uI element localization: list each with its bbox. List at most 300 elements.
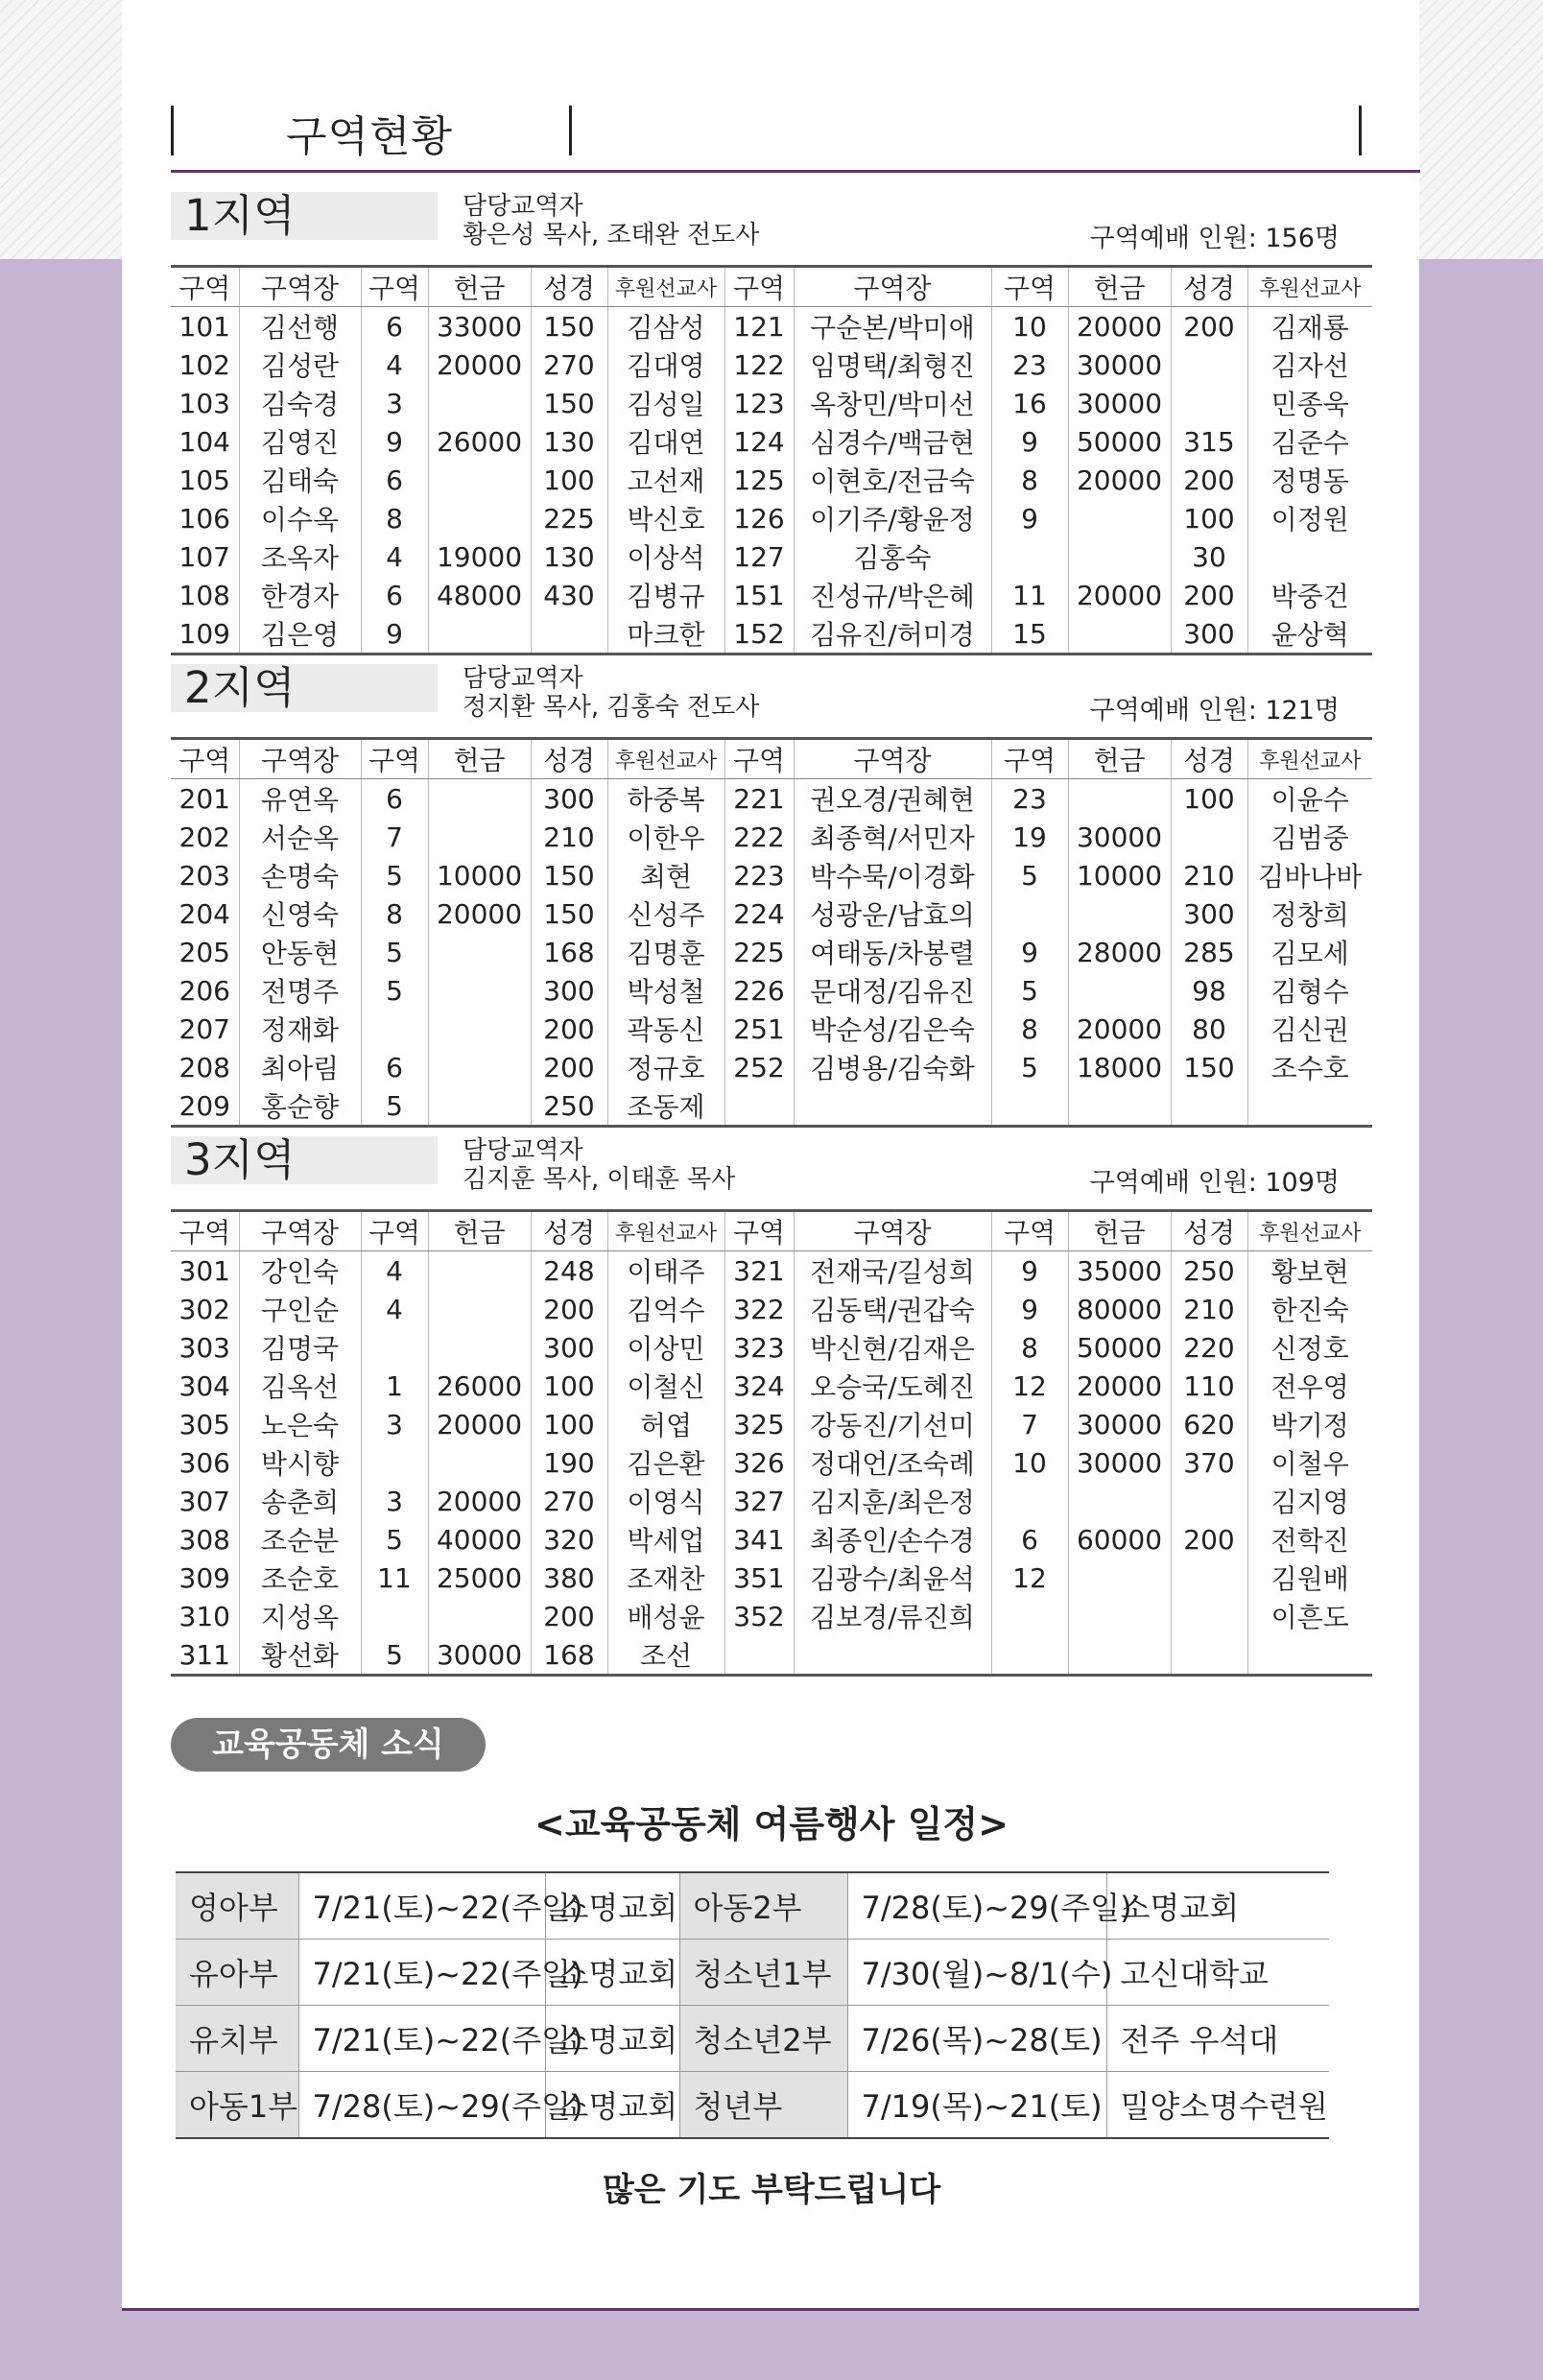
table-cell: 225 [724, 933, 794, 971]
column-header: 구역 [171, 1211, 239, 1251]
table-cell: 손명숙 [239, 856, 361, 894]
table-cell: 12 [991, 1559, 1068, 1597]
table-cell: 205 [178, 936, 230, 968]
table-cell: 324 [724, 1367, 794, 1405]
table-cell [428, 1251, 531, 1291]
table-row [171, 933, 1372, 971]
table-row [171, 537, 1372, 576]
table-cell: 8 [991, 1328, 1068, 1367]
column-header: 구역 [991, 1211, 1068, 1251]
header-divider-left [171, 106, 174, 155]
table-row [171, 1048, 1372, 1086]
table-cell: 지성옥 [239, 1597, 361, 1635]
table-cell: 104 [178, 425, 230, 458]
table-cell: 125 [724, 461, 794, 499]
table-cell: 248 [531, 1251, 607, 1291]
schedule-department: 청소년2부 [679, 2006, 847, 2072]
schedule-location: 소명교회 [545, 2006, 679, 2072]
table-cell: 4 [361, 345, 428, 384]
table-cell: 19 [991, 818, 1068, 856]
schedule-date: 7/30(월)~8/1(수) [847, 1940, 1106, 2006]
table-cell [1068, 1597, 1171, 1635]
table-row [171, 461, 1372, 499]
table-cell: 130 [531, 422, 607, 461]
table-cell: 30000 [1068, 1443, 1171, 1482]
table-cell: 270 [531, 345, 607, 384]
table-cell: 300 [1171, 894, 1247, 933]
news-tag: 교육공동체 소식 [171, 1718, 486, 1772]
table-cell [1068, 499, 1171, 537]
table-cell [724, 1635, 794, 1676]
schedule-location: 전주 우석대 [1106, 2006, 1329, 2072]
table-cell: 조순호 [239, 1559, 361, 1597]
table-row [171, 576, 1372, 614]
table-cell: 225 [531, 499, 607, 537]
table-cell [428, 971, 531, 1010]
table-cell: 307 [178, 1485, 230, 1517]
table-cell: 노은숙 [239, 1405, 361, 1443]
table-cell: 박순성/김은숙 [794, 1010, 991, 1048]
table-cell: 310 [178, 1600, 230, 1632]
table-cell: 이태주 [607, 1251, 724, 1291]
table-cell: 구인순 [239, 1290, 361, 1328]
table-cell: 300 [531, 779, 607, 819]
table-cell: 김바나바 [1247, 856, 1372, 894]
table-cell: 101 [178, 310, 230, 343]
table-cell: 이수옥 [239, 499, 361, 537]
column-header: 구역 [724, 1211, 794, 1251]
table-cell: 210 [1171, 856, 1247, 894]
table-cell: 이기주/황윤정 [794, 499, 991, 537]
table-cell: 30000 [1068, 1405, 1171, 1443]
table-cell: 200 [1171, 576, 1247, 614]
table-cell: 380 [531, 1559, 607, 1597]
table-cell: 9 [991, 1251, 1068, 1291]
table-cell [361, 1443, 428, 1482]
table-cell: 100 [531, 1367, 607, 1405]
schedule-location: 밀양소명수련원 [1106, 2072, 1329, 2139]
table-cell: 허엽 [607, 1405, 724, 1443]
table-row [171, 971, 1372, 1010]
table-cell: 조재찬 [607, 1559, 724, 1597]
schedule-table [176, 1871, 1329, 2139]
column-header: 구역 [361, 1211, 428, 1251]
table-cell [1068, 779, 1171, 819]
table-cell [428, 933, 531, 971]
table-cell [991, 1482, 1068, 1520]
table-cell: 유연옥 [239, 779, 361, 819]
table-cell: 12 [991, 1367, 1068, 1405]
table-cell: 4 [361, 1251, 428, 1291]
table-header-row [171, 267, 1372, 307]
column-header: 헌금 [1068, 267, 1171, 307]
table-cell: 배성윤 [607, 1597, 724, 1635]
table-cell [428, 1597, 531, 1635]
table-cell: 20000 [1068, 576, 1171, 614]
attendance-count: 구역예배 인원: 121명 [1089, 696, 1340, 726]
table-cell: 10 [991, 307, 1068, 346]
table-cell: 28000 [1068, 933, 1171, 971]
table-cell: 352 [724, 1597, 794, 1635]
table-cell: 김영진 [239, 422, 361, 461]
table-cell [1068, 894, 1171, 933]
table-cell: 200 [1171, 307, 1247, 346]
table-cell: 조순분 [239, 1520, 361, 1559]
table-cell: 3 [361, 1482, 428, 1520]
table-cell [991, 894, 1068, 933]
table-cell [1068, 537, 1171, 576]
table-cell: 김은환 [607, 1443, 724, 1482]
table-cell: 322 [724, 1290, 794, 1328]
table-cell: 정대언/조숙례 [794, 1443, 991, 1482]
schedule-department: 아동1부 [176, 2072, 298, 2139]
table-cell: 하중복 [607, 779, 724, 819]
table-cell: 50000 [1068, 422, 1171, 461]
table-cell: 고선재 [607, 461, 724, 499]
table-cell: 9 [991, 422, 1068, 461]
table-cell: 박신호 [607, 499, 724, 537]
region-staff [463, 192, 759, 250]
table-cell: 20000 [428, 1482, 531, 1520]
table-cell: 30000 [1068, 818, 1171, 856]
table-cell: 8 [361, 894, 428, 933]
table-cell: 서순옥 [239, 818, 361, 856]
schedule-row [176, 1940, 1329, 2006]
table-cell: 100 [531, 1405, 607, 1443]
table-cell: 김병용/김숙화 [794, 1048, 991, 1086]
table-cell: 5 [991, 1048, 1068, 1086]
table-cell: 6 [361, 576, 428, 614]
table-cell: 20000 [428, 1405, 531, 1443]
schedule-date: 7/21(토)~22(주일) [298, 2006, 545, 2072]
table-cell: 105 [178, 464, 230, 496]
table-cell: 김대영 [607, 345, 724, 384]
column-header: 성경 [531, 739, 607, 779]
table-cell [428, 1010, 531, 1048]
schedule-location: 소명교회 [1106, 1872, 1329, 1940]
table-cell: 김삼성 [607, 307, 724, 346]
table-cell: 전학진 [1247, 1520, 1372, 1559]
table-cell [428, 461, 531, 499]
table-cell: 이상석 [607, 537, 724, 576]
table-cell: 123 [724, 384, 794, 422]
table-cell: 신영숙 [239, 894, 361, 933]
table-row [171, 1559, 1372, 1597]
table-cell: 이철신 [607, 1367, 724, 1405]
table-cell: 270 [531, 1482, 607, 1520]
table-cell: 308 [178, 1523, 230, 1556]
table-cell: 김숙경 [239, 384, 361, 422]
table-cell: 351 [724, 1559, 794, 1597]
table-cell [794, 1635, 991, 1676]
schedule-row [176, 2072, 1329, 2139]
column-header: 구역장 [239, 1211, 361, 1251]
column-header: 구역장 [239, 739, 361, 779]
table-cell [361, 1010, 428, 1048]
column-header: 후원선교사 [1247, 739, 1372, 779]
column-header: 헌금 [428, 1211, 531, 1251]
table-cell: 10 [991, 1443, 1068, 1482]
page-title: 구역현황 [286, 112, 454, 161]
table-cell: 285 [1171, 933, 1247, 971]
table-row [171, 307, 1372, 346]
staff-label: 담당교역자 [463, 192, 583, 221]
table-cell: 김신권 [1247, 1010, 1372, 1048]
table-cell: 신정호 [1247, 1328, 1372, 1367]
table-cell: 302 [178, 1293, 230, 1325]
column-header: 구역장 [794, 1211, 991, 1251]
table-cell: 곽동신 [607, 1010, 724, 1048]
table-row [171, 894, 1372, 933]
table-cell: 정규호 [607, 1048, 724, 1086]
table-cell: 이상민 [607, 1328, 724, 1367]
table-cell: 9 [361, 614, 428, 654]
table-row [171, 1010, 1372, 1048]
table-cell [991, 1086, 1068, 1127]
table-cell: 황선화 [239, 1635, 361, 1676]
table-cell: 152 [724, 614, 794, 654]
table-cell: 김재룡 [1247, 307, 1372, 346]
region-name: 2지역 [171, 664, 438, 712]
table-cell: 5 [991, 971, 1068, 1010]
column-header: 구역 [361, 267, 428, 307]
table-cell: 209 [178, 1089, 230, 1122]
table-cell: 150 [531, 307, 607, 346]
table-cell: 김병규 [607, 576, 724, 614]
page-bottom-rule [122, 2308, 1419, 2311]
table-cell [1171, 1086, 1247, 1127]
table-cell: 151 [724, 576, 794, 614]
schedule-date: 7/21(토)~22(주일) [298, 1940, 545, 2006]
table-cell: 김범중 [1247, 818, 1372, 856]
table-cell: 구순본/박미애 [794, 307, 991, 346]
table-cell: 8 [991, 1010, 1068, 1048]
schedule-location: 소명교회 [545, 2072, 679, 2139]
table-cell: 신성주 [607, 894, 724, 933]
table-cell: 9 [991, 1290, 1068, 1328]
column-header: 구역 [361, 739, 428, 779]
table-cell: 121 [724, 307, 794, 346]
table-cell: 323 [724, 1328, 794, 1367]
table-cell: 김명국 [239, 1328, 361, 1367]
column-header: 헌금 [1068, 1211, 1171, 1251]
table-row [171, 1405, 1372, 1443]
table-row [171, 1482, 1372, 1520]
table-cell: 252 [724, 1048, 794, 1086]
table-cell: 5 [361, 971, 428, 1010]
table-cell: 127 [724, 537, 794, 576]
table-cell: 80000 [1068, 1290, 1171, 1328]
table-row [171, 1597, 1372, 1635]
table-cell [1247, 1635, 1372, 1676]
table-cell: 20000 [1068, 307, 1171, 346]
table-cell: 이철우 [1247, 1443, 1372, 1482]
table-cell: 민종욱 [1247, 384, 1372, 422]
table-cell [1068, 1482, 1171, 1520]
column-header: 성경 [1171, 1211, 1247, 1251]
table-cell: 옥창민/박미선 [794, 384, 991, 422]
table-cell: 김유진/허미경 [794, 614, 991, 654]
table-cell: 김지영 [1247, 1482, 1372, 1520]
table-cell: 강동진/기선미 [794, 1405, 991, 1443]
schedule-row [176, 2006, 1329, 2072]
table-cell: 최종혁/서민자 [794, 818, 991, 856]
table-cell: 30000 [1068, 384, 1171, 422]
table-cell: 325 [724, 1405, 794, 1443]
table-cell: 370 [1171, 1443, 1247, 1482]
table-cell: 6 [991, 1520, 1068, 1559]
roster-table [171, 265, 1372, 655]
table-cell: 150 [1171, 1048, 1247, 1086]
table-cell: 정명동 [1247, 461, 1372, 499]
table-cell: 김형수 [1247, 971, 1372, 1010]
table-cell: 전우영 [1247, 1367, 1372, 1405]
table-cell: 박기정 [1247, 1405, 1372, 1443]
table-cell: 200 [531, 1290, 607, 1328]
column-header: 구역 [724, 739, 794, 779]
table-cell: 1 [361, 1367, 428, 1405]
table-cell: 40000 [428, 1520, 531, 1559]
table-cell: 7 [361, 818, 428, 856]
table-cell: 9 [991, 933, 1068, 971]
table-cell: 20000 [1068, 1010, 1171, 1048]
table-cell [428, 779, 531, 819]
table-cell [428, 1443, 531, 1482]
table-cell [428, 1086, 531, 1127]
table-cell: 성광운/남효의 [794, 894, 991, 933]
closing-message: 많은 기도 부탁드립니다 [602, 2171, 941, 2209]
header-divider-right [1359, 106, 1362, 155]
table-cell: 320 [531, 1520, 607, 1559]
table-cell: 이정원 [1247, 499, 1372, 537]
table-cell: 7 [991, 1405, 1068, 1443]
table-cell: 이한우 [607, 818, 724, 856]
table-cell: 조수호 [1247, 1048, 1372, 1086]
schedule-date: 7/21(토)~22(주일) [298, 1872, 545, 1940]
table-cell: 130 [531, 537, 607, 576]
table-row [171, 345, 1372, 384]
schedule-title: <교육공동체 여름행사 일정> [534, 1803, 1009, 1845]
column-header: 후원선교사 [1247, 1211, 1372, 1251]
table-cell: 103 [178, 387, 230, 419]
table-cell: 202 [178, 821, 230, 853]
table-cell: 김명훈 [607, 933, 724, 971]
table-cell: 6 [361, 461, 428, 499]
table-cell: 210 [1171, 1290, 1247, 1328]
table-cell: 303 [178, 1331, 230, 1364]
table-cell: 한진숙 [1247, 1290, 1372, 1328]
table-cell: 10000 [428, 856, 531, 894]
table-cell: 48000 [428, 576, 531, 614]
table-cell [428, 1048, 531, 1086]
table-cell: 김보경/류진희 [794, 1597, 991, 1635]
region-header [171, 654, 1372, 737]
table-header-row [171, 739, 1372, 779]
column-header: 구역 [171, 267, 239, 307]
table-row [171, 856, 1372, 894]
table-cell: 4 [361, 537, 428, 576]
schedule-date: 7/28(토)~29(주일) [847, 1872, 1106, 1940]
table-cell: 207 [178, 1012, 230, 1045]
table-cell: 341 [724, 1520, 794, 1559]
column-header: 후원선교사 [1247, 267, 1372, 307]
table-cell: 300 [531, 971, 607, 1010]
table-cell: 200 [1171, 461, 1247, 499]
table-cell: 8 [361, 499, 428, 537]
table-cell: 최아림 [239, 1048, 361, 1086]
schedule-department: 유치부 [176, 2006, 298, 2072]
column-header: 후원선교사 [607, 739, 724, 779]
table-cell: 박시향 [239, 1443, 361, 1482]
table-cell: 김은영 [239, 614, 361, 654]
table-row [171, 1290, 1372, 1328]
table-cell: 진성규/박은혜 [794, 576, 991, 614]
table-cell: 168 [531, 933, 607, 971]
column-header: 헌금 [428, 739, 531, 779]
table-cell: 박수묵/이경화 [794, 856, 991, 894]
table-cell [991, 1635, 1068, 1676]
table-cell: 200 [531, 1010, 607, 1048]
table-cell: 김준수 [1247, 422, 1372, 461]
table-cell: 이영식 [607, 1482, 724, 1520]
table-cell: 6 [361, 307, 428, 346]
table-row [171, 1635, 1372, 1676]
column-header: 구역 [991, 267, 1068, 307]
region-name: 3지역 [171, 1136, 438, 1184]
column-header: 구역 [724, 267, 794, 307]
table-cell: 김원배 [1247, 1559, 1372, 1597]
table-cell [991, 537, 1068, 576]
table-cell [1171, 345, 1247, 384]
table-cell: 203 [178, 859, 230, 892]
table-cell [428, 499, 531, 537]
schedule-date: 7/26(목)~28(토) [847, 2006, 1106, 2072]
table-cell [1068, 1086, 1171, 1127]
table-cell [1171, 1597, 1247, 1635]
table-cell: 임명택/최형진 [794, 345, 991, 384]
table-cell: 220 [1171, 1328, 1247, 1367]
table-row [171, 422, 1372, 461]
table-cell: 311 [178, 1638, 230, 1671]
schedule-date: 7/19(목)~21(토) [847, 2072, 1106, 2139]
table-cell [1068, 614, 1171, 654]
column-header: 헌금 [428, 267, 531, 307]
table-cell: 김지훈/최은정 [794, 1482, 991, 1520]
header-divider-mid [569, 106, 572, 155]
table-cell: 김성일 [607, 384, 724, 422]
column-header: 후원선교사 [607, 1211, 724, 1251]
table-cell [428, 818, 531, 856]
table-cell: 305 [178, 1408, 230, 1440]
table-cell: 206 [178, 974, 230, 1007]
column-header: 구역장 [794, 267, 991, 307]
header-rule [171, 170, 1420, 173]
table-cell [1068, 1635, 1171, 1676]
region-name: 1지역 [171, 192, 438, 240]
table-cell: 김태숙 [239, 461, 361, 499]
staff-names: 김지훈 목사, 이태훈 목사 [463, 1165, 736, 1194]
table-cell: 5 [991, 856, 1068, 894]
table-cell: 정재화 [239, 1010, 361, 1048]
table-cell: 224 [724, 894, 794, 933]
table-cell [991, 1597, 1068, 1635]
table-cell: 25000 [428, 1559, 531, 1597]
table-cell: 8 [991, 461, 1068, 499]
table-cell: 박성철 [607, 971, 724, 1010]
table-cell: 223 [724, 856, 794, 894]
table-row [171, 1520, 1372, 1559]
column-header: 성경 [531, 1211, 607, 1251]
